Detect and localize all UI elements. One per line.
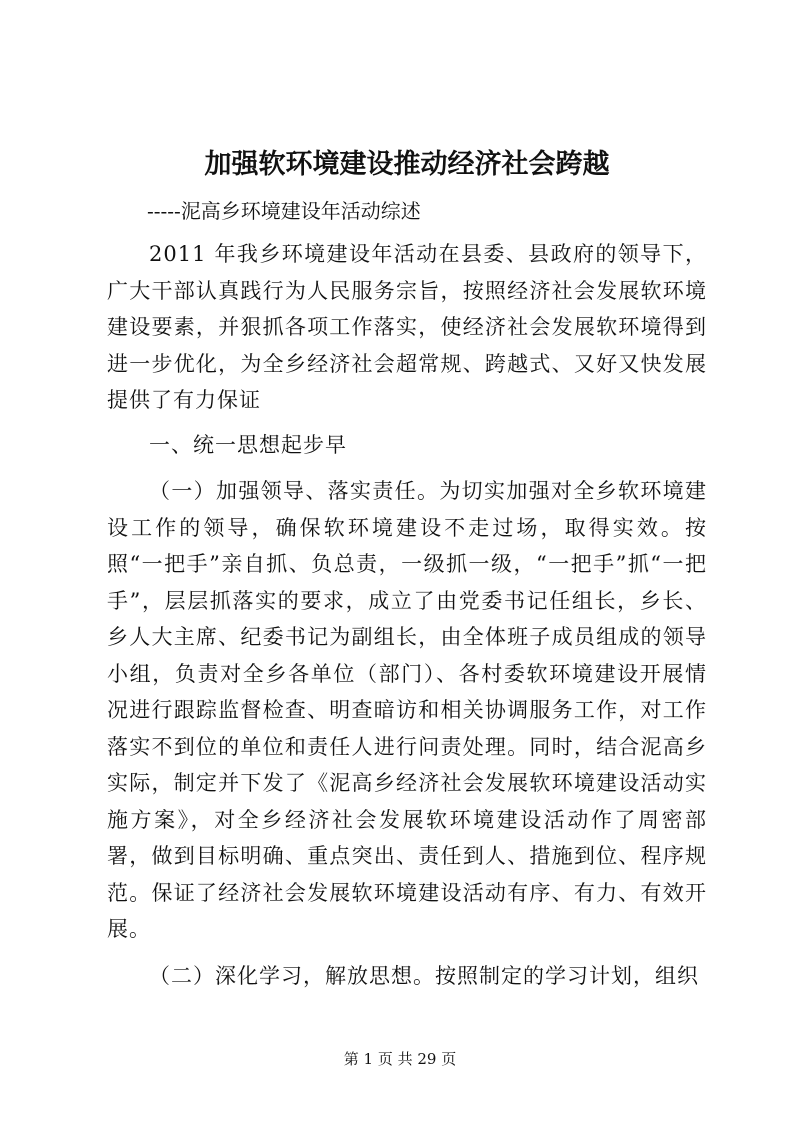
body-paragraph-1: （一）加强领导、落实责任。为切实加强对全乡软环境建设工作的领导，确保软环境建设不走过场，取得实效。按照“一把手”亲自抓、负总责，一级抓一级，“一把手”抓“一把手”，层层抓落实的要求，成立了由党委书记任组长，乡长、乡人大主席、纪委书记为副组长，由全体班子成员组成的领导小组，负责对全乡各单位（部门）、各村委软环境建设开展情况进行跟踪监督检查、明查暗访和相关协调服务工作，对工作落实不到位的单位和责任人进行问责处理。同时，结合泥高乡实际，制定并下发了《泥高乡经济社会发展软环境建设活动实施方案》，对全乡经济社会发展软环境建设活动作了周密部署，做到目标明确、重点突出、责任到人、措施到位、程序规范。保证了经济社会发展软环境建设活动有序、有力、有效开展。 bbox=[107, 479, 707, 941]
intro-paragraph: 2011 年我乡环境建设年活动在县委、县政府的领导下，广大干部认真践行为人民服务宗旨，按照经济社会发展软环境建设要素，并狠抓各项工作落实，使经济社会发展软环境得到进一步优化，为全乡经济社会超常规、跨越式、又好又快发展提供了有力保证 bbox=[107, 242, 707, 412]
page-footer: 第 1 页 共 29 页 bbox=[343, 1050, 457, 1068]
document-body bbox=[107, 140, 707, 994]
section-heading: 一、统一思想起步早 bbox=[149, 432, 347, 457]
body-paragraph-2: （二）深化学习，解放思想。按照制定的学习计划，组织 bbox=[149, 963, 699, 988]
document-title: 加强软环境建设推动经济社会跨越 bbox=[204, 149, 610, 180]
document-subtitle: -----泥高乡环境建设年活动综述 bbox=[147, 199, 421, 223]
